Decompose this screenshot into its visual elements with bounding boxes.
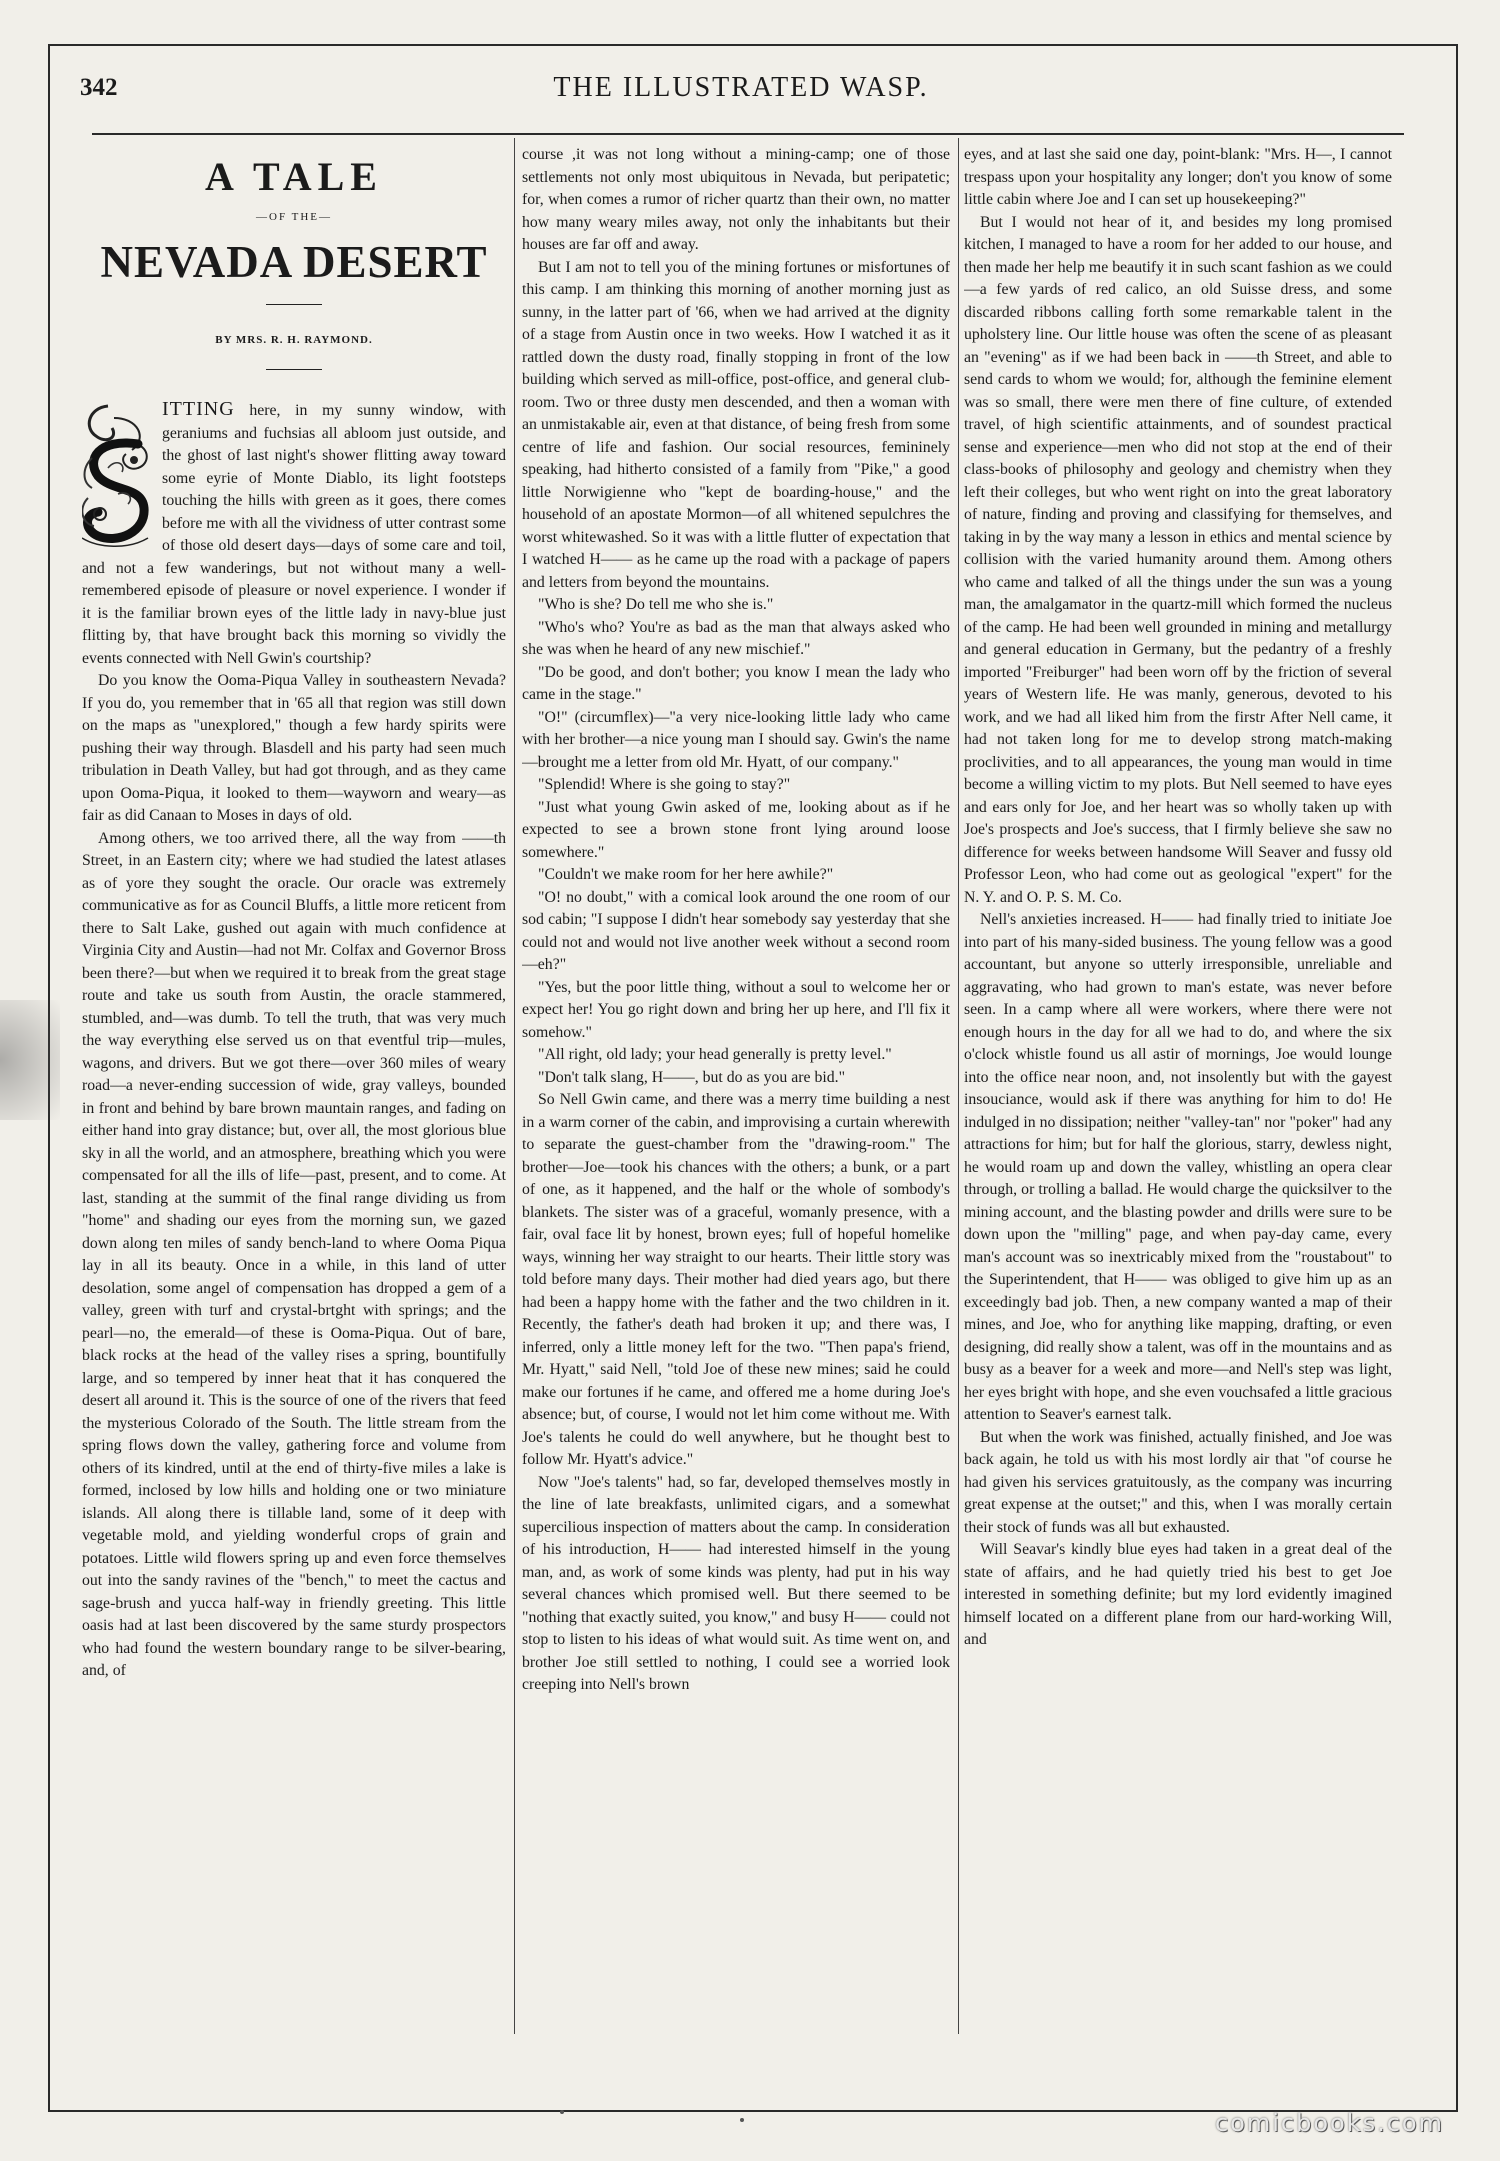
first-paragraph-wrap: [82, 398, 506, 670]
paragraph: So Nell Gwin came, and there was a merry time building a nest in a warm corner of the cabin, and improvising a curtain wherewith to separate the guest-chamber from the "drawing-room." The brother—Joe—took his chances with the others; a bunk, or a part of one, as it happened, and the half or the whole of sombody's blankets. The sister was of a graceful, womanly presence, with a fair, oval face lit by honest, brown eyes; full of hopeful homelike ways, winning her way straight to our hearts. Their little story was told before many days. Their mother had died years ago, but there had been a happy home with the father and the two children in it. Recently, the father's death had broken it up; and there was, I inferred, only a little money left for the two. "Then papa's friend, Mr. Hyatt," said Nell, "told Joe of these new mines; said he could make our fortunes if he came, and offered me a home during Joe's absence; but, of course, I would not let him come without me. With Joe's talents he could do well anywhere, but he thought best to follow Mr. Hyatt's advice.": [522, 1091, 950, 1468]
paragraph: course ,it was not long without a mining-camp; one of those settlements not only most ubiquitous in Nevada, but peripatetic; for, when comes a rumor of richer quartz than their own, no matter how many weary miles away, not only the inhabitants but their houses are far off and away.: [522, 146, 950, 253]
running-title: THE ILLUSTRATED WASP.: [553, 72, 929, 103]
paragraph: "All right, old lady; your head generally is pretty level.": [538, 1046, 892, 1063]
paragraph: Nell's anxieties increased. H—— had finally tried to initiate Joe into part of his many-sided business. The young fellow was a good accountant, but anyone so utterly irresponsible, unreliable and aggravating, who had grown to man's estate, was never before seen. In a camp where all were workers, where there were not enough hours in the day for all we had to do, and where the six o'clock whistle found us all astir of mornings, Joe would lounge into the office near noon, and, not insolently but with the gayest insouciance, would ask if there was anything for him to do! He indulged in no dissipation; neither "valley-tan" nor "poker" had any attractions for him; but for half the glorious, starry, dewless night, he would roam up and down the valley, whistling an opera clear through, or trolling a ballad. He would charge the quicksilver to the mining account, and the blasting powder and drills were sure to be down upon the "milling" page, and when pay-day came, every man's account was so inextricably mixed from the "roustabout" to the Superintendent, that H—— was obliged to give him up as an exceedingly bad job. Then, a new company wanted a map of their mines, and Joe, who for anything like mapping, drafting, or even designing, did really show a talent, was off in the mountains and as busy as a beaver for a week and more—and Nell's step was light, her eyes bright with hope, and she even vouchsafed a little gracious attention to Seaver's earnest talk.: [964, 911, 1392, 1423]
page-number: 342: [80, 74, 118, 101]
watermark: comicbooks.com: [1214, 2109, 1444, 2137]
title-rule-2: [266, 369, 322, 370]
paragraph: eyes, and at last she said one day, point-blank: "Mrs. H—, I cannot trespass upon your hospitality any longer; don't you know of some little cabin where Joe and I can set up housekeeping?": [964, 146, 1392, 208]
column-divider-2: [958, 138, 959, 2034]
article-title-of: —OF THE—: [256, 211, 332, 223]
paragraph: "Who's who? You're as bad as the man that always asked who she was when he heard of any new mischief.": [522, 618, 950, 658]
paragraph: Now "Joe's talents" had, so far, developed themselves mostly in the line of late breakfasts, unlimited cigars, and a somewhat supercilious inspection of matters about the camp. In consideration of his introduction, H—— had interested himself in the young man, and, as work of some kinds was plenty, had put in his way several chances which promised well. But there seemed to be "nothing that exactly suited, you know," and busy H—— could not stop to listen to his ideas of what would suit. As time went on, and brother Joe still settled to nothing, I could see a worried look creeping into Nell's brown: [522, 1473, 950, 1693]
title-block: [82, 154, 506, 370]
title-rule: [266, 304, 322, 305]
paragraph: "Just what young Gwin asked of me, looking about as if he expected to see a brown stone front lying around loose somewhere.": [522, 798, 950, 861]
paragraph: Among others, we too arrived there, all the way from ——th Street, in an Eastern city; where we had studied the latest atlases as of yore they sought the oracle. Our oracle was extremely communicative as for as Council Bluffs, a little more reticent from there to Salt Lake, gushed out again with much confidence at Virginia City and Austin—had not Mr. Colfax and Governor Bross been there?—but when we required it to break from the great stage route and take us south from Austin, the oracle stammered, stumbled, and—was dumb. To tell the truth, that was very much the way everything else served us on that eventful trip—mules, wagons, and drivers. But we got there—over 360 miles of weary road—a never-ending succession of wide, gray valleys, bounded in front and behind by bare brown mauntain ranges, and fading on either hand into gray distance; but, over all, the most glorious blue sky in all the world, and an atmosphere, breathing which you were compensated for all the ills of life—past, present, and to come. At last, standing at the summit of the final range dividing us from "home" and shading our eyes from the morning sun, we gazed down along ten miles of sandy bench-land to where Ooma Piqua lay in all its beauty. Once in a while, in this land of utter desolation, some angel of compensation has dropped a gem of a valley, green with turf and crystal-brtght with springs; and the pearl—no, the emerald—of these is Ooma-Piqua. Out of bare, black rocks at the head of the valley rises a spring, bountifully large, and so tempered by inner heat that it has conquered the desert all around it. This is the source of one of the rivers that feed the mysterious Colorado of the South. The little stream from the spring flows down the valley, gathering force and volume from others of its kindred, until at the end of thirty-five miles a lake is formed, inclosed by low hills and holding one or two miniature islands. All along there is tillable land, some of it deep with vegetable mold, and yielding wonderful crops of grain and potatoes. Little wild flowers spring up and even force themselves out into the sandy ravines of the "bench," to meet the cactus and sage-brush and yucca half-way in friendly greeting. This little oasis had at last been discovered by the same sturdy prospectors who had found the western boundary range to be silver-bearing, and, of: [82, 829, 506, 1679]
paragraph-text: here, in my sunny window, with geraniums and fuchsias all abloom just outside, and the ghost of last night's shower flitting away toward some eyrie of Monte Diablo, its light footsteps touching the hills with green as it goes, there comes before me with all the vividness of utter contrast some of those old desert days—days of some care and toil, and not a few wanderings, but not without many a well-remembered episode of pleasure or novel experience. I wonder if it is the familiar brown eyes of the little lady in navy-blue just flitting by, that have brought back this morning so vividly the events connected with Nell Gwin's courtship?: [82, 402, 506, 667]
article-title-main: A TALE: [205, 154, 383, 199]
paragraph: "Who is she? Do tell me who she is.": [538, 596, 774, 613]
paragraph: "Couldn't we make room for her here awhile?": [538, 866, 834, 883]
byline: BY MRS. R. H. RAYMOND.: [215, 334, 373, 346]
paragraph: But I am not to tell you of the mining fortunes or misfortunes of this camp. I am thinking this morning of another morning just as sunny, in the latter part of '66, when we had arrived at the dignity of a stage from Austin once in two weeks. How I watched it as it rattled down the dusty road, finally stopping in front of the low building which served as mill-office, post-office, and general club-room. Two or three dusty men descended, and then a woman with an unmistakable air, even at that distance, of being fresh from some centre of life and fashion. Our social resources, femininely speaking, had hitherto consisted of a family from "Pike," a good little Norwigienne who "kept de boarding-house," and the household of an apostate Mormon—of all whitened sepulchres the worst whitewashed. So it was with a little flutter of expectation that I watched H—— as he came up the road with a package of papers and letters from beyond the mountains.: [522, 258, 950, 591]
paragraph: "O! no doubt," with a comical look around the one room of our sod cabin; "I suppose I didn't hear somebody say yesterday that she could not and would not live another week without a second room —eh?": [522, 888, 950, 973]
header-rule: [92, 133, 1404, 135]
paragraph: But when the work was finished, actually finished, and Joe was back again, he told us with his most lordly air that "of course he had given his services gratuitously, as the company was incurring great expense at the outset;" and this, when I was morally certain their stock of funds was all but exhausted.: [964, 1428, 1392, 1536]
article-title-sub: NEVADA DESERT: [100, 237, 488, 287]
column-1: [82, 144, 506, 2034]
paragraph: "Splendid! Where is she going to stay?": [538, 776, 791, 793]
page-stain: [0, 1000, 60, 1120]
print-speck: [740, 2118, 744, 2122]
paragraph: "Don't talk slang, H——, but do as you are bid.": [538, 1068, 846, 1086]
first-word: ITTING: [162, 398, 235, 420]
paragraph: "O!" (circumflex)—"a very nice-looking little lady who came with her brother—a nice young man I should say. Gwin's the name—brought me a letter from old Mr. Hyatt, of our company.": [522, 708, 950, 771]
ornate-dropcap-s-icon: [82, 398, 156, 550]
column-divider-1: [514, 138, 515, 2034]
paragraph: "Yes, but the poor little thing, without a soul to welcome her or expect her! You go right down and bring her up here, and I'll fix it somehow.": [522, 978, 950, 1041]
paragraph: But I would not hear of it, and besides my long promised kitchen, I managed to have a room for her added to our house, and then made her help me beautify it in such scant fashion as we could—a few yards of red calico, an old Suisse dress, and some discarded ribbons calling forth some remarkable talent in the upholstery line. Our little house was often the scene of as pleasant an "evening" as if we had been back in ——th Street, and able to send cards to whom we would; for, although the feminine element was so small, there were men there of fine culture, of extended travel, of high scientific attainments, and of soundest practical sense and experience—men who did not stop at the end of their class-books of philosophy and geology and chemistry when they left their colleges, but who went right on into the great laboratory of nature, finding and proving and classifying for themselves, and taking in by the way many a lesson in ethics and mental science by collision with the varied humanity around them. Among others who came and talked of all the things under the sun was a young man, the amalgamator in the quartz-mill which formed the nucleus of the camp. He had been well grounded in mining and metallurgy and general education in Germany, but the pedantry of a freshly imported "Freiburger" had been worn off by the friction of several years of Western life. He was manly, generous, devoted to his work, and we had all liked him from the firstr After Nell came, it had not taken long for me to develop strong match-making proclivities, and to all appearances, the young man would in time become a willing victim to my plots. But Nell seemed to have eyes and ears only for Joe, and her heart was so wholly taken up with Joe's prospects and Joe's success, that I firmly believe she saw no difference for weeks between handsome Will Seaver and fussy old Professor Leon, who had come out as geological "expert" for the N. Y. and O. P. S. M. Co.: [964, 213, 1392, 906]
column-3: [964, 144, 1392, 2034]
paragraph: Do you know the Ooma-Piqua Valley in southeastern Nevada? If you do, you remember that in '65 all that region was still down on the maps as "unexplored," though a few hardy spirits were pushing their way through. Blasdell and his party had seen much tribulation in Death Valley, but had got through, and as they came upon Ooma-Piqua, it looked to them—wayworn and weary—as fair as did Canaan to Moses in days of old.: [82, 672, 506, 824]
page-header: [80, 70, 1402, 118]
paragraph: Will Seavar's kindly blue eyes had taken in a great deal of the state of affairs, and he had quietly tried his best to get Joe interested in something definite; but my lord evidently imagined himself located on a different plane from our hard-working Will, and: [964, 1541, 1392, 1648]
column-2: [522, 144, 950, 2034]
paragraph: "Do be good, and don't bother; you know I mean the lady who came in the stage.": [522, 663, 950, 703]
print-speck: [560, 2110, 564, 2114]
